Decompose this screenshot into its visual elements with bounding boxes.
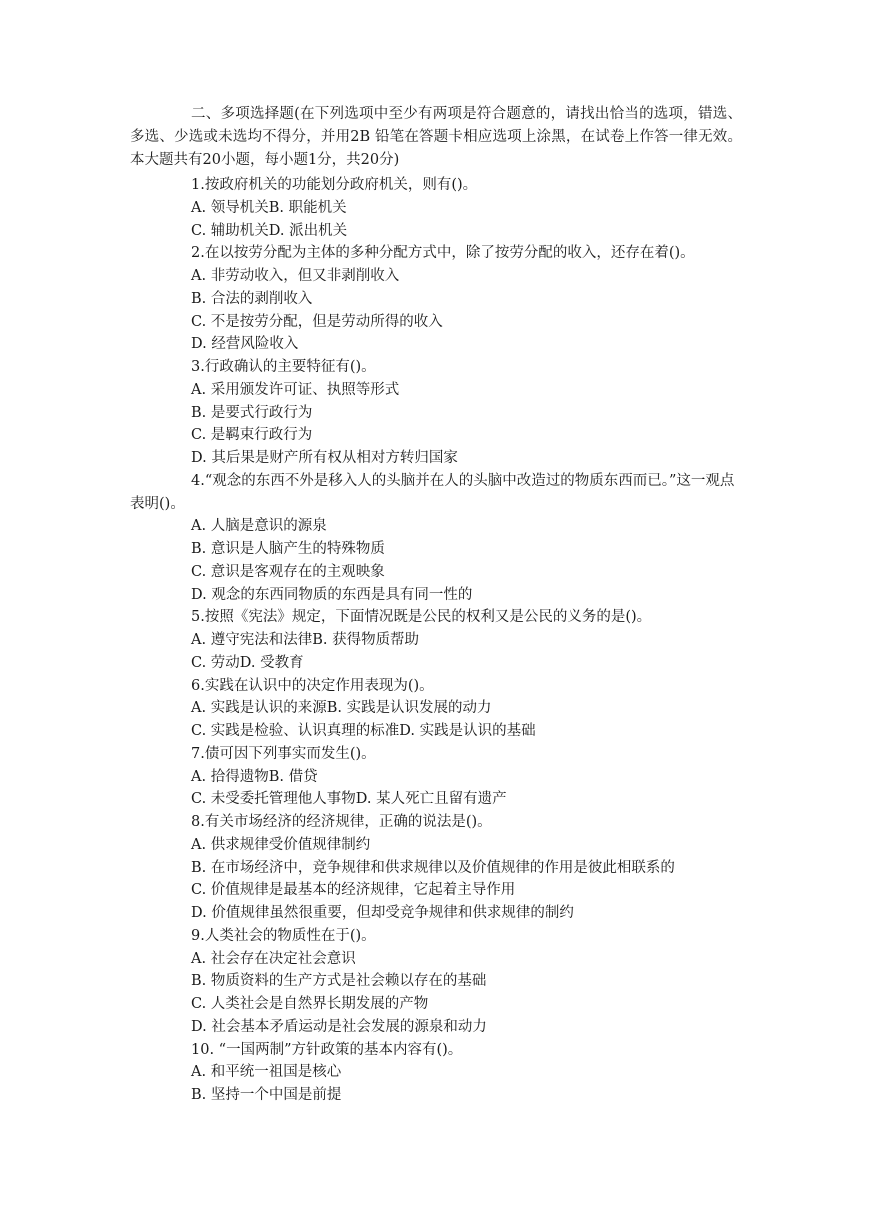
option-line: C. 不是按劳分配，但是劳动所得的收入 [191, 314, 443, 330]
question-4: 4.“观念的东西不外是移入人的头脑并在人的头脑中改造过的物质东西而已。”这一观点表明()。 [130, 473, 735, 512]
section-header: 二、多项选择题(在下列选项中至少有两项是符合题意的，请找出恰当的选项，错选、多选、少选或未选均不得分，并用2B 铅笔在答题卡相应选项上涂黑，在试卷上作答一律无效。本大题共有20小题，每小题1分，共20分) [130, 106, 742, 168]
option-line: A. 领导机关B. 职能机关 [191, 200, 347, 216]
question-2: 2.在以按劳分配为主体的多种分配方式中，除了按劳分配的收入，还存在着()。 [191, 245, 695, 261]
option-line: B. 意识是人脑产生的特殊物质 [191, 541, 385, 557]
question-9: 9.人类社会的物质性在于()。 [191, 928, 376, 944]
option-line: D. 社会基本矛盾运动是社会发展的源泉和动力 [191, 1019, 487, 1035]
option-line: A. 和平统一祖国是核心 [191, 1064, 342, 1080]
option-line: C. 实践是检验、认识真理的标准D. 实践是认识的基础 [191, 723, 536, 739]
option-line: A. 非劳动收入，但又非剥削收入 [191, 268, 400, 284]
question-3: 3.行政确认的主要特征有()。 [191, 359, 376, 375]
option-line: C. 劳动D. 受教育 [191, 655, 304, 671]
option-line: A. 人脑是意识的源泉 [191, 518, 327, 534]
question-5: 5.按照《宪法》规定，下面情况既是公民的权利又是公民的义务的是()。 [191, 609, 652, 625]
option-line: C. 价值规律是最基本的经济规律，它起着主导作用 [191, 882, 516, 898]
option-line: D. 经营风险收入 [191, 336, 299, 352]
option-line: C. 是羁束行政行为 [191, 427, 313, 443]
option-line: B. 坚持一个中国是前提 [191, 1087, 342, 1103]
option-line: B. 是要式行政行为 [191, 405, 313, 421]
option-line: C. 意识是客观存在的主观映象 [191, 564, 385, 580]
option-line: B. 物质资料的生产方式是社会赖以存在的基础 [191, 973, 487, 989]
option-line: C. 未受委托管理他人事物D. 某人死亡且留有遗产 [191, 791, 507, 807]
question-6: 6.实践在认识中的决定作用表现为()。 [191, 678, 434, 694]
question-1: 1.按政府机关的功能划分政府机关，则有()。 [191, 177, 478, 193]
option-line: D. 其后果是财产所有权从相对方转归国家 [191, 450, 458, 466]
option-line: A. 采用颁发许可证、执照等形式 [191, 382, 400, 398]
option-line: C. 辅助机关D. 派出机关 [191, 223, 348, 239]
option-line: A. 实践是认识的来源B. 实践是认识发展的动力 [191, 700, 492, 716]
question-7: 7.债可因下列事实而发生()。 [191, 746, 376, 762]
question-10: 10. “一国两制”方针政策的基本内容有()。 [191, 1042, 463, 1058]
option-line: B. 合法的剥削收入 [191, 291, 313, 307]
option-line: A. 遵守宪法和法律B. 获得物质帮助 [191, 632, 420, 648]
option-line: A. 供求规律受价值规律制约 [191, 837, 371, 853]
option-line: D. 观念的东西同物质的东西是具有同一性的 [191, 587, 473, 603]
option-line: D. 价值规律虽然很重要，但却受竞争规律和供求规律的制约 [191, 905, 574, 921]
option-line: C. 人类社会是自然界长期发展的产物 [191, 996, 429, 1012]
option-line: B. 在市场经济中，竞争规律和供求规律以及价值规律的作用是彼此相联系的 [191, 860, 675, 876]
option-line: A. 拾得遗物B. 借贷 [191, 769, 318, 785]
question-8: 8.有关市场经济的经济规律，正确的说法是()。 [191, 814, 492, 830]
option-line: A. 社会存在决定社会意识 [191, 951, 356, 967]
